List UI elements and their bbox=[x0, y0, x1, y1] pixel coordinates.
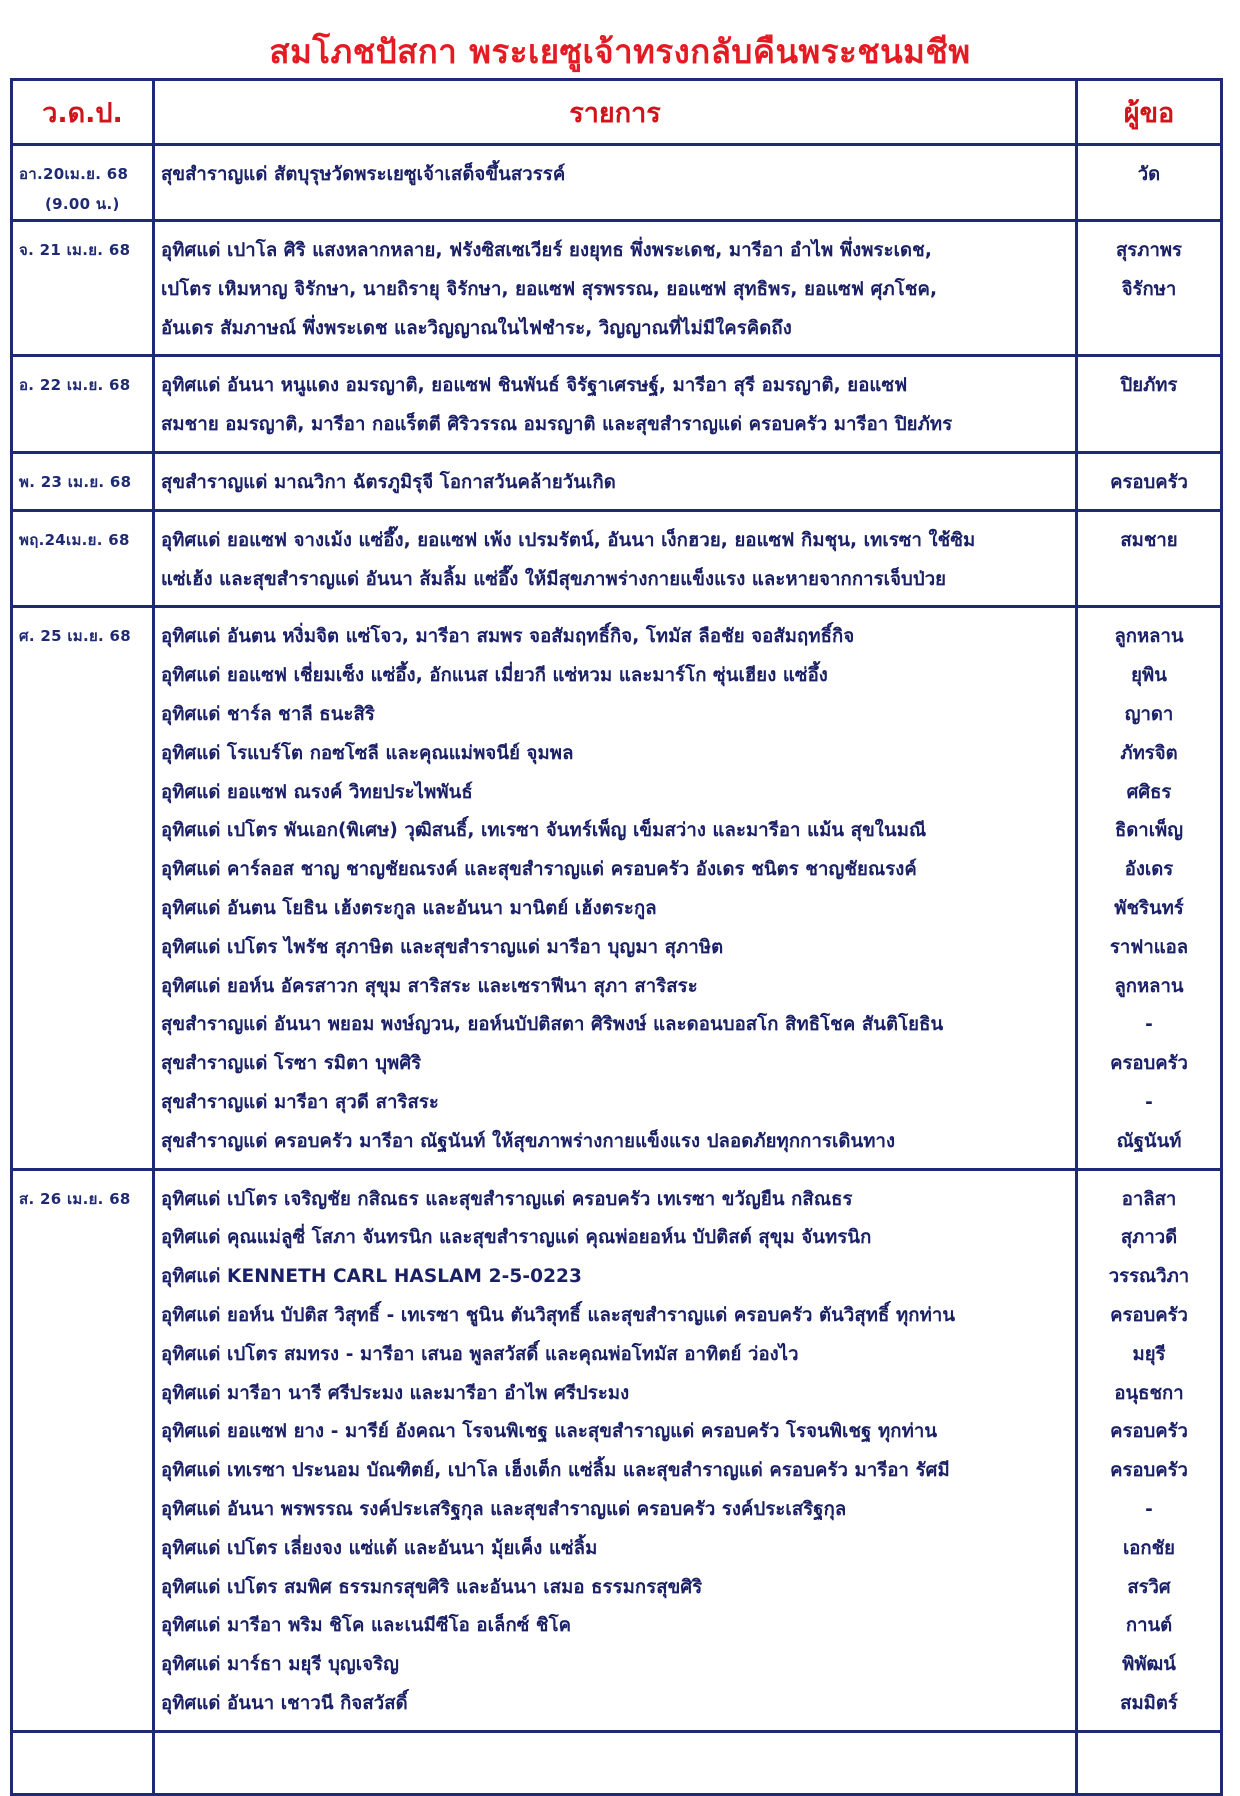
intention-line: อุทิศแด่ เทเรซา ประนอม บัณฑิตย์, เปาโล เฮ็งเต็ก แซ่ลิ้ม และสุขสำราญแด่ ครอบครัว มารีอา รัศมี bbox=[161, 1460, 950, 1482]
intention-line: สุขสำราญแด่ ครอบครัว มารีอา ณัฐนันท์ ให้สุขภาพร่างกายแข็งแรง ปลอดภัยทุกการเดินทาง bbox=[161, 1130, 896, 1152]
date-text: พฤ.24เม.ย. 68 bbox=[19, 530, 130, 549]
requester-name: ณัฐนันท์ bbox=[1116, 1130, 1182, 1152]
requester-name: ครอบครัว bbox=[1110, 1460, 1188, 1482]
intention-line: สุขสำราญแด่ มารีอา สุวดี สาริสระ bbox=[161, 1091, 439, 1113]
intention-line: อุทิศแด่ ยอแซฟ จางเม้ง แซ่อึ๊ง, ยอแซฟ เพ้ง เปรมรัตน์, อันนา เง็กฮวย, ยอแซฟ กิมชุน, เทเรซา ใช้ซิม bbox=[161, 529, 976, 551]
requester-list bbox=[1077, 510, 1222, 607]
requester-name: สมมิตร์ bbox=[1120, 1692, 1178, 1714]
intention-line: อุทิศแด่ อันตน หงิ่มจิต แซ่โจว, มารีอา สมพร จอสัมฤทธิ์กิจ, โทมัส ลือชัย จอสัมฤทธิ์กิจ bbox=[161, 626, 855, 648]
date-cell bbox=[12, 510, 154, 607]
intention-line: แซ่เฮ้ง และสุขสำราญแด่ อันนา ส้มลิ้ม แซ่อึ๊ง ให้มีสุขภาพร่างกายแข็งแรง และหายจากการเจ็บป่วย bbox=[161, 568, 947, 590]
intention-line: อุทิศแด่ เปโตร สมพิศ ธรรมกรสุขศิริ และอันนา เสมอ ธรรมกรสุขศิริ bbox=[161, 1576, 703, 1598]
requester-name: ภัทรจิต bbox=[1120, 742, 1178, 764]
requester-name: ศศิธร bbox=[1126, 781, 1172, 803]
intention-line: สุขสำราญแด่ โรซา รมิตา บุพศิริ bbox=[161, 1053, 422, 1075]
intention-line: อุทิศแด่ เปโตร สมทรง - มารีอา เสนอ พูลสวัสดิ์ และคุณพ่อโทมัส อาทิตย์ ว่องไว bbox=[161, 1343, 799, 1365]
requester-name: - bbox=[1145, 1014, 1153, 1036]
requester-name: ราฟาแอล bbox=[1109, 936, 1189, 958]
table-row bbox=[12, 1169, 1222, 1731]
intention-list bbox=[154, 452, 1077, 510]
requester-name: ครอบครัว bbox=[1110, 471, 1188, 493]
intention-line: อันเดร สัมภาษณ์ พึ่งพระเดช และวิญญาณในไฟชำระ, วิญญาณที่ไม่มีใครคิดถึง bbox=[161, 317, 792, 339]
intention-line: อุทิศแด่ ยอห์น บัปติส วิสุทธิ์ - เทเรซา ชูนิน ตันวิสุทธิ์ และสุขสำราญแด่ ครอบครัว ตันวิสุทธิ์ ทุกท่าน bbox=[161, 1304, 956, 1326]
date-text: อา.20เม.ย. 68 bbox=[19, 165, 129, 183]
intention-line: อุทิศแด่ ยอแซฟ ยาง - มารีย์ อังคณา โรจนพิเชฐ และสุขสำราญแด่ ครอบครัว โรจนพิเชฐ ทุกท่าน bbox=[161, 1421, 938, 1443]
empty-cell bbox=[12, 1731, 154, 1794]
requester-list bbox=[1077, 1169, 1222, 1731]
date-cell bbox=[12, 452, 154, 510]
requester-name: สรวิศ bbox=[1127, 1576, 1171, 1598]
header-requester: ผู้ขอ bbox=[1077, 80, 1222, 145]
intention-line: สุขสำราญแด่ อันนา พยอม พงษ์ญวน, ยอห์นบัปติสตา ศิริพงษ์ และดอนบอสโก สิทธิโชค สันติโยธิน bbox=[161, 1014, 944, 1036]
requester-name: ลูกหลาน bbox=[1114, 975, 1184, 997]
intention-line: อุทิศแด่ KENNETH CARL HASLAM 2-5-0223 bbox=[161, 1266, 582, 1288]
intention-list bbox=[154, 145, 1077, 221]
requester-name: อาลิสา bbox=[1121, 1188, 1177, 1210]
date-cell bbox=[12, 356, 154, 453]
requester-name: ครอบครัว bbox=[1110, 1053, 1188, 1075]
requester-list bbox=[1077, 356, 1222, 453]
requester-name: - bbox=[1145, 1091, 1153, 1113]
intention-line: อุทิศแด่ เปโตร พันเอก(พิเศษ) วุฒิสนธิ์, เทเรซา จันทร์เพ็ญ เข็มสว่าง และมารีอา แม้น สุขในมณี bbox=[161, 820, 927, 842]
requester-list bbox=[1077, 452, 1222, 510]
requester-list bbox=[1077, 145, 1222, 221]
intention-line: เปโตร เหิมหาญ จิรักษา, นายถิรายุ จิรักษา, ยอแซฟ สุรพรรณ, ยอแซฟ สุทธิพร, ยอแซฟ ศุภโชค, bbox=[161, 278, 938, 300]
requester-name: พัชรินทร์ bbox=[1114, 897, 1184, 919]
intention-line: สุขสำราญแด่ มาณวิกา ฉัตรภูมิรุจี โอกาสวันคล้ายวันเกิด bbox=[161, 471, 616, 493]
table-row bbox=[12, 356, 1222, 453]
requester-list bbox=[1077, 607, 1222, 1169]
header-items: รายการ bbox=[154, 80, 1077, 145]
requester-name: เอกชัย bbox=[1122, 1537, 1176, 1559]
intention-line: สมชาย อมรญาติ, มารีอา กอแร็ตตี ศิริวรรณ อมรญาติ และสุขสำราญแด่ ครอบครัว มารีอา ปิยภัทร bbox=[161, 414, 953, 436]
requester-name: อนุธชกา bbox=[1114, 1382, 1184, 1404]
intention-line: อุทิศแด่ อันนา หนูแดง อมรญาติ, ยอแซฟ ชินพันธ์ จิรัฐาเศรษฐ์, มารีอา สุรี อมรญาติ, ยอแซฟ bbox=[161, 375, 908, 397]
requester-name: สุภาวดี bbox=[1120, 1227, 1178, 1249]
empty-cell bbox=[1077, 1731, 1222, 1794]
empty-cell bbox=[154, 1731, 1077, 1794]
intention-list bbox=[154, 607, 1077, 1169]
table-row bbox=[12, 452, 1222, 510]
intention-line: อุทิศแด่ อันนา พรพรรณ รงค์ประเสริฐกุล และสุขสำราญแด่ ครอบครัว รงค์ประเสริฐกุล bbox=[161, 1498, 847, 1520]
intention-list bbox=[154, 356, 1077, 453]
intention-line: อุทิศแด่ โรแบร์โต กอซโซลี และคุณแม่พจนีย์ จุมพล bbox=[161, 742, 574, 764]
intention-line: อุทิศแด่ เปาโล ศิริ แสงหลากหลาย, ฟรังซิสเซเวียร์ ยงยุทธ พึ่งพระเดช, มารีอา อำไพ พึ่งพระเดช, bbox=[161, 240, 932, 261]
intention-line: อุทิศแด่ คาร์ลอส ชาญ ชาญชัยณรงค์ และสุขสำราญแด่ ครอบครัว อังเดร ชนิตร ชาญชัยณรงค์ bbox=[161, 859, 917, 881]
date-cell bbox=[12, 145, 154, 221]
date-text: ส. 26 เม.ย. 68 bbox=[19, 1189, 131, 1208]
intention-line: อุทิศแด่ ยอแซฟ ณรงค์ วิทยประไพพันธ์ bbox=[161, 781, 473, 803]
table-row bbox=[12, 221, 1222, 356]
requester-name: พิพัฒน์ bbox=[1122, 1654, 1176, 1676]
intention-line: อุทิศแด่ เปโตร เจริญชัย กสิณธร และสุขสำราญแด่ ครอบครัว เทเรซา ขวัญยืน กสิณธร bbox=[161, 1188, 853, 1210]
date-cell bbox=[12, 221, 154, 356]
requester-name: ญาดา bbox=[1124, 703, 1174, 725]
table-row bbox=[12, 607, 1222, 1169]
requester-name: มยุรี bbox=[1132, 1343, 1166, 1365]
requester-name: กานต์ bbox=[1125, 1615, 1173, 1637]
requester-name: วรรณวิภา bbox=[1108, 1266, 1190, 1288]
requester-name: สุรภาพร bbox=[1116, 240, 1182, 261]
intention-list bbox=[154, 1169, 1077, 1731]
intention-line: อุทิศแด่ มารีอา นารี ศรีประมง และมารีอา อำไพ ศรีประมง bbox=[161, 1382, 630, 1404]
mass-intentions-table bbox=[10, 78, 1223, 1796]
requester-name: ลูกหลาน bbox=[1114, 626, 1184, 648]
intention-line: อุทิศแด่ ยอห์น อัครสาวก สุขุม สาริสระ และเซราฟีนา สุภา สาริสระ bbox=[161, 975, 698, 997]
date-cell bbox=[12, 1169, 154, 1731]
date-text: พ. 23 เม.ย. 68 bbox=[19, 472, 132, 491]
intention-line: อุทิศแด่ คุณแม่ลูซี่ โสภา จันทรนิก และสุขสำราญแด่ คุณพ่อยอห์น บัปติสต์ สุขุม จันทรนิก bbox=[161, 1227, 872, 1249]
intention-line: อุทิศแด่ มารีอา พริม ชิโค และเนมีซีโอ อเล็กซ์ ชิโค bbox=[161, 1615, 572, 1637]
date-cell bbox=[12, 607, 154, 1169]
requester-name: ครอบครัว bbox=[1110, 1421, 1188, 1443]
intention-line: อุทิศแด่ ชาร์ล ชาลี ธนะสิริ bbox=[161, 703, 375, 725]
intention-line: อุทิศแด่ ยอแซฟ เชี่ยมเซ็ง แซ่อึ้ง, อักแนส เมี่ยวกี แซ่หวม และมาร์โก ซุ่นเฮียง แซ่อึ้ง bbox=[161, 665, 828, 687]
empty-row bbox=[12, 1731, 1222, 1794]
requester-list bbox=[1077, 221, 1222, 356]
intention-list bbox=[154, 510, 1077, 607]
requester-name: ปิยภัทร bbox=[1120, 375, 1178, 397]
table-row bbox=[12, 510, 1222, 607]
header-date: ว.ด.ป. bbox=[12, 80, 154, 145]
intention-list bbox=[154, 221, 1077, 356]
requester-name: - bbox=[1145, 1498, 1153, 1520]
requester-name: ครอบครัว bbox=[1110, 1304, 1188, 1326]
date-text: อ. 22 เม.ย. 68 bbox=[19, 376, 131, 395]
page-title: สมโภชปัสกา พระเยซูเจ้าทรงกลับคืนพระชนมชีพ bbox=[269, 32, 971, 71]
intention-line: สุขสำราญแด่ สัตบุรุษวัดพระเยซูเจ้าเสด็จขึ้นสวรรค์ bbox=[161, 164, 566, 185]
time-text: (9.00 น.) bbox=[45, 195, 120, 213]
requester-name: สมชาย bbox=[1120, 529, 1178, 551]
requester-name: วัด bbox=[1137, 164, 1161, 185]
intention-line: อุทิศแด่ มาร์ธา มยุรี บุญเจริญ bbox=[161, 1654, 400, 1676]
requester-name: ธิดาเพ็ญ bbox=[1115, 820, 1183, 842]
date-text: จ. 21 เม.ย. 68 bbox=[19, 241, 131, 259]
intention-line: อุทิศแด่ เปโตร เลี่ยงจง แซ่แต้ และอันนา มุ้ยเค็ง แซ่ลิ้ม bbox=[161, 1537, 598, 1559]
requester-name: อังเดร bbox=[1124, 859, 1174, 881]
table-row bbox=[12, 145, 1222, 221]
requester-name: จิรักษา bbox=[1121, 278, 1177, 300]
intention-line: อุทิศแด่ อันตน โยธิน เฮ้งตระกูล และอันนา มานิตย์ เฮ้งตระกูล bbox=[161, 897, 657, 919]
date-text: ศ. 25 เม.ย. 68 bbox=[19, 627, 132, 646]
table-header-row bbox=[12, 80, 1222, 145]
intention-line: อุทิศแด่ อันนา เชาวนี กิจสวัสดิ์ bbox=[161, 1692, 408, 1714]
requester-name: ยุพิน bbox=[1131, 665, 1167, 687]
intention-line: อุทิศแด่ เปโตร ไพรัช สุภาษิต และสุขสำราญแด่ มารีอา บุญมา สุภาษิต bbox=[161, 936, 724, 958]
